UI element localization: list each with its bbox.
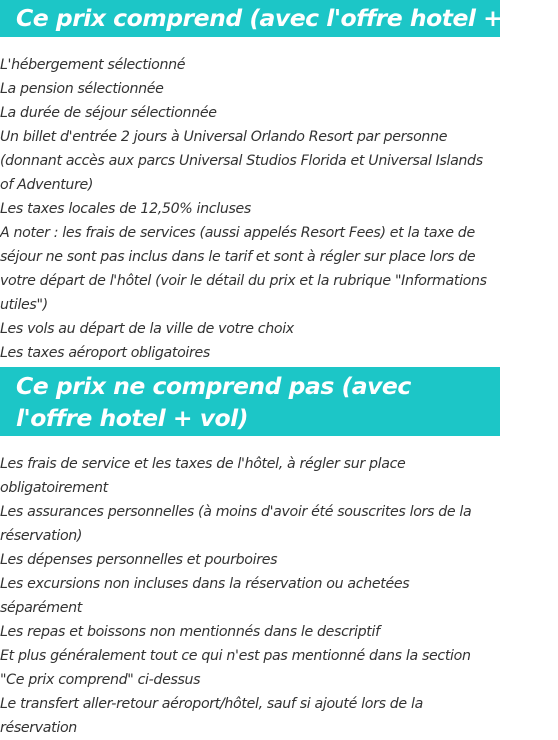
list-item: Les assurances personnelles (à moins d'avoir été souscrites lors de la réservation) [0,504,472,544]
list-item: Les taxes aéroport obligatoires [0,345,210,361]
excluded-items-list [0,452,500,740]
list-item: Un billet d'entrée 2 jours à Universal Orlando Resort par personne (donnant accès aux parcs Universal Studios Florida et Universal Islands of Adventure) [0,129,483,193]
list-item: La durée de séjour sélectionnée [0,105,217,121]
list-item: Les taxes locales de 12,50% incluses [0,201,251,217]
list-item: Les frais de service et les taxes de l'hôtel, à régler sur place obligatoirement [0,456,406,496]
list-item: Les repas et boissons non mentionnés dans le descriptif [0,624,380,640]
included-items-list [0,53,500,365]
excluded-section-title: Ce prix ne comprend pas (avec l'offre hotel + vol) [0,367,500,436]
list-item: Le transfert aller-retour aéroport/hôtel, sauf si ajouté lors de la réservation [0,696,423,736]
list-item: Les vols au départ de la ville de votre choix [0,321,294,337]
list-item: L'hébergement sélectionné [0,57,186,73]
list-item: Et plus généralement tout ce qui n'est pas mentionné dans la section "Ce prix comprend" ci-dessus [0,648,471,688]
list-item: La pension sélectionnée [0,81,164,97]
list-item: Les dépenses personnelles et pourboires [0,552,278,568]
list-item: A noter : les frais de services (aussi appelés Resort Fees) et la taxe de séjour ne sont pas inclus dans le tarif et sont à régler sur place lors de votre départ de l'hôtel (voir le détail du prix et la rubrique "Informations utiles") [0,225,487,313]
included-section-title: Ce prix comprend (avec l'offre hotel + vol) [0,0,500,37]
list-item: Les excursions non incluses dans la réservation ou achetées séparément [0,576,410,616]
